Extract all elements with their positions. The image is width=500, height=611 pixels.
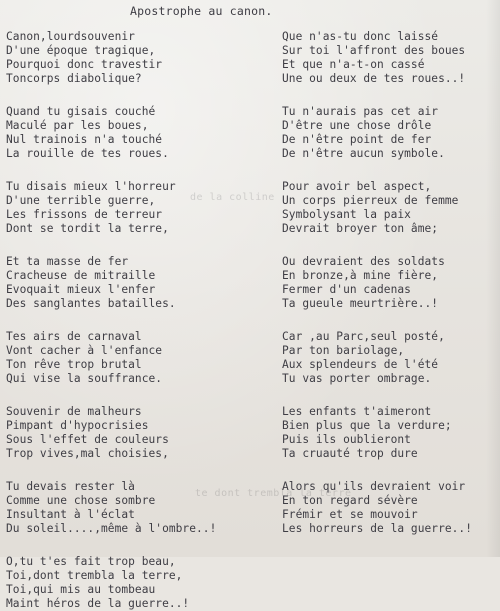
verse-line: D'une terrible guerre, bbox=[6, 194, 156, 207]
verse-line: Ton rêve trop brutal bbox=[6, 358, 142, 371]
verse-line: Un corps pierreux de femme bbox=[282, 194, 459, 207]
verse-line: Ou devraient des soldats bbox=[282, 255, 445, 268]
verse-line: Et ta masse de fer bbox=[6, 255, 129, 268]
page-edge-shadow bbox=[486, 0, 500, 557]
show-through-text: de la colline bbox=[190, 192, 275, 203]
stanza bbox=[6, 255, 216, 311]
verse-line: Sur toi l'affront des boues bbox=[282, 44, 466, 57]
verse-line: D'être une chose drôle bbox=[282, 119, 432, 132]
stanza bbox=[282, 330, 472, 386]
verse-line: Toi,qui mis au tombeau bbox=[6, 583, 156, 596]
verse-line: Du soleil....,même à l'ombre..! bbox=[6, 522, 217, 535]
verse-line: Tu n'aurais pas cet air bbox=[282, 105, 439, 118]
verse-line: Quand tu gisais couché bbox=[6, 105, 156, 118]
verse-line: Et que n'a-t-on cassé bbox=[282, 58, 425, 71]
verse-line: Sous l'effet de couleurs bbox=[6, 433, 169, 446]
verse-line: Devrait broyer ton âme; bbox=[282, 222, 439, 235]
stanza bbox=[6, 180, 216, 236]
stanza bbox=[282, 180, 472, 236]
verse-line: De n'être aucun symbole. bbox=[282, 147, 445, 160]
verse-line: Bien plus que la verdure; bbox=[282, 419, 452, 432]
verse-line: En bronze,à mine fière, bbox=[282, 269, 439, 282]
verse-line: Par ton bariolage, bbox=[282, 344, 405, 357]
verse-line: En ton regard sévère bbox=[282, 494, 418, 507]
verse-line: Trop vives,mal choisies, bbox=[6, 447, 169, 460]
verse-line: Insultant à l'éclat bbox=[6, 508, 135, 521]
verse-line: Ta gueule meurtrière..! bbox=[282, 297, 439, 310]
verse-line: Les horreurs de la guerre..! bbox=[282, 522, 472, 535]
verse-line: O,tu t'es fait trop beau, bbox=[6, 555, 176, 568]
verse-line: Qui vise la souffrance. bbox=[6, 372, 163, 385]
stanza bbox=[6, 105, 216, 161]
verse-line: Vont cacher à l'enfance bbox=[6, 344, 163, 357]
verse-line: Comme une chose sombre bbox=[6, 494, 156, 507]
verse-line: Canon,lourdsouvenir bbox=[6, 30, 135, 43]
stanza bbox=[6, 480, 216, 536]
verse-line: Alors qu'ils devraient voir bbox=[282, 480, 466, 493]
verse-line: Toi,dont trembla la terre, bbox=[6, 569, 183, 582]
stanza bbox=[282, 480, 472, 536]
stanza bbox=[282, 255, 472, 311]
verse-line: Souvenir de malheurs bbox=[6, 405, 142, 418]
verse-line: Pour avoir bel aspect, bbox=[282, 180, 432, 193]
verse-line: Les frissons de terreur bbox=[6, 208, 163, 221]
verse-line: Que n'as-tu donc laissé bbox=[282, 30, 439, 43]
verse-line: Tu devais rester là bbox=[6, 480, 135, 493]
verse-line: Symbolysant la paix bbox=[282, 208, 411, 221]
verse-line: Toncorps diabolique? bbox=[6, 72, 142, 85]
stanza bbox=[282, 105, 472, 161]
verse-line: Une ou deux de tes roues..! bbox=[282, 72, 466, 85]
stanza bbox=[282, 30, 472, 86]
left-column bbox=[6, 30, 216, 611]
verse-line: Pimpant d'hypocrisies bbox=[6, 419, 149, 432]
verse-line: Maculé par les boues, bbox=[6, 119, 149, 132]
verse-line: Des sanglantes batailles. bbox=[6, 297, 176, 310]
show-through-text: te dont trembla la terre bbox=[195, 488, 352, 499]
verse-line: Frémir et se mouvoir bbox=[282, 508, 418, 521]
stanza bbox=[6, 30, 216, 86]
verse-line: Aux splendeurs de l'été bbox=[282, 358, 439, 371]
verse-line: Tu disais mieux l'horreur bbox=[6, 180, 176, 193]
verse-line: De n'être point de fer bbox=[282, 133, 432, 146]
verse-line: D'une époque tragique, bbox=[6, 44, 156, 57]
poem-title: Apostrophe au canon. bbox=[130, 4, 273, 18]
verse-line: La rouille de tes roues. bbox=[6, 147, 169, 160]
verse-line: Fermer d'un cadenas bbox=[282, 283, 411, 296]
stanza bbox=[282, 405, 472, 461]
verse-line: Maint héros de la guerre..! bbox=[6, 597, 190, 610]
verse-line: Evoquait mieux l'enfer bbox=[6, 283, 156, 296]
stanza bbox=[6, 330, 216, 386]
stanza bbox=[6, 555, 216, 611]
verse-line: Les enfants t'aimeront bbox=[282, 405, 432, 418]
verse-line: Puis ils oublieront bbox=[282, 433, 411, 446]
verse-line: Nul trainois n'a touché bbox=[6, 133, 163, 146]
verse-line: Cracheuse de mitraille bbox=[6, 269, 156, 282]
verse-line: Tes airs de carnaval bbox=[6, 330, 142, 343]
verse-line: Tu vas porter ombrage. bbox=[282, 372, 432, 385]
verse-line: Ta cruauté trop dure bbox=[282, 447, 418, 460]
verse-line: Pourquoi donc travestir bbox=[6, 58, 163, 71]
verse-line: Dont se tordit la terre, bbox=[6, 222, 169, 235]
verse-line: Car ,au Parc,seul posté, bbox=[282, 330, 445, 343]
right-column bbox=[282, 30, 472, 536]
stanza bbox=[6, 405, 216, 461]
